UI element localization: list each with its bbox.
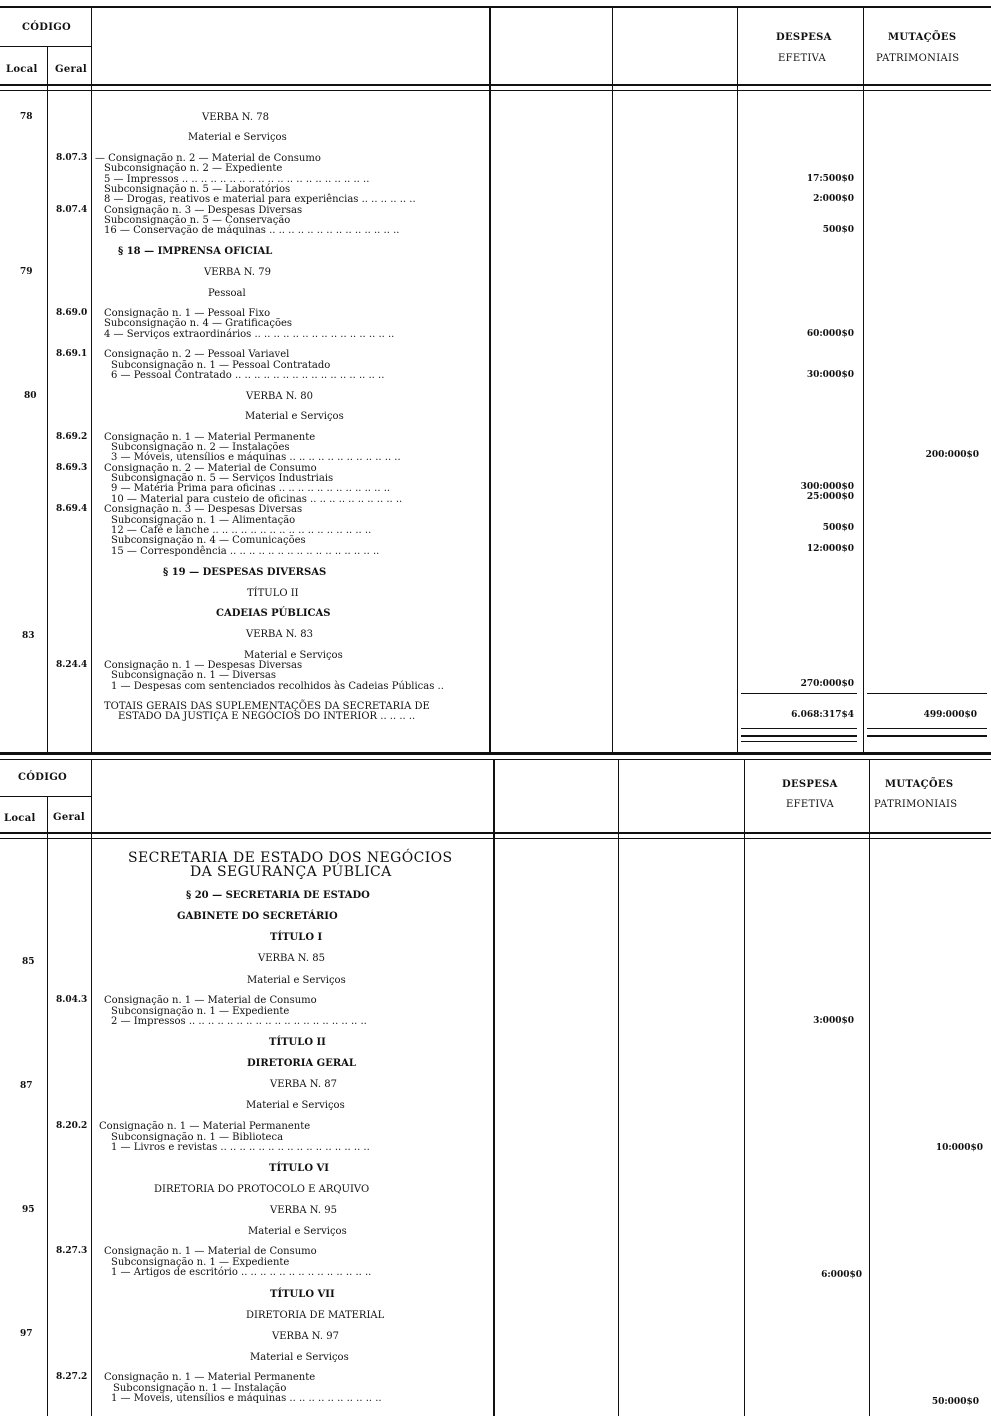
titulo-heading: TÍTULO II: [247, 588, 299, 599]
line: Subconsignação n. 4 — Comunicações: [111, 535, 306, 546]
line: 16 — Conservação de máquinas .. .. .. .. .. .. .. .. .. .. .. .. .. ..: [104, 225, 400, 236]
line: Subconsignação n. 1 — Instalação: [113, 1383, 287, 1394]
secretaria-title: SECRETARIA DE ESTADO DOS NEGÓCIOS: [128, 850, 453, 866]
amount: 25:000$0: [806, 492, 854, 502]
despesa-header: DESPESA: [782, 779, 838, 790]
line: Subconsignação n. 2 — Expediente: [104, 163, 283, 174]
verba-subtitle: Material e Serviços: [244, 650, 343, 661]
verba-title: VERBA N. 83: [246, 629, 313, 640]
line: — Consignação n. 2 — Material de Consumo: [95, 153, 321, 164]
header-bottom-rule: [0, 84, 991, 86]
efetiva-header: EFETIVA: [786, 799, 835, 810]
line: Subconsignação n. 4 — Gratificações: [104, 318, 293, 329]
total-rule: [741, 735, 857, 737]
mutacoes-header: MUTAÇÕES: [888, 32, 957, 43]
geral-code: 8.69.1: [56, 349, 88, 359]
patrimoniais-header: PATRIMONIAIS: [874, 799, 958, 810]
local-code: 95: [22, 1205, 35, 1215]
line: Subconsignação n. 1 — Pessoal Contratado: [111, 360, 331, 371]
local-code: 87: [20, 1081, 33, 1091]
line: Consignação n. 1 — Despesas Diversas: [104, 660, 303, 671]
total-rule: [867, 735, 987, 737]
subtotal-rule: [741, 693, 857, 694]
geral-code: 8.20.2: [56, 1121, 88, 1131]
geral-code: 8.69.2: [56, 432, 88, 442]
verba-title: VERBA N. 95: [270, 1205, 337, 1216]
titulo-heading: TÍTULO II: [269, 1037, 326, 1048]
header-bottom-rule-2: [0, 838, 991, 839]
line: 15 — Correspondência .. .. .. .. .. .. .. .. .. .. .. .. .. .. .. ..: [111, 546, 380, 557]
verba-title: VERBA N. 78: [202, 112, 269, 123]
geral-code: 8.69.3: [56, 463, 88, 473]
amount: 6:000$0: [821, 1270, 862, 1280]
totals-line: ESTADO DA JUSTIÇA E NEGÓCIOS DO INTERIOR .. .. .. ..: [118, 711, 416, 722]
subtotal-rule: [867, 693, 987, 694]
line: 1 — Livros e revistas .. .. .. .. .. .. .. .. .. .. .. .. .. .. .. ..: [111, 1142, 370, 1153]
line: Subconsignação n. 1 — Diversas: [111, 670, 276, 681]
line: Subconsignação n. 5 — Serviços Industriais: [111, 473, 334, 484]
codigo-header: CÓDIGO: [22, 22, 72, 33]
local-geral-divider: [47, 46, 48, 752]
line: 1 — Artigos de escritório .. .. .. .. .. .. .. .. .. .. .. .. .. ..: [111, 1267, 372, 1278]
amount: 30:000$0: [806, 370, 854, 380]
verba-subtitle: Material e Serviços: [245, 411, 344, 422]
total-rule: [867, 728, 987, 729]
local-code: 80: [24, 391, 37, 401]
mutacoes-amount: 10:000$0: [935, 1143, 983, 1153]
verba-subtitle: Material e Serviços: [188, 132, 287, 143]
section-heading: DIRETORIA GERAL: [247, 1058, 356, 1069]
geral-desc-divider: [91, 6, 92, 752]
line: 6 — Pessoal Contratado .. .. .. .. .. .. .. .. .. .. .. .. .. .. .. ..: [111, 370, 385, 381]
desc-col-divider: [493, 759, 495, 1416]
codigo-divider: [0, 796, 92, 797]
local-code: 83: [22, 631, 35, 641]
section-heading: § 18 — IMPRENSA OFICIAL: [118, 246, 273, 257]
codigo-divider: [0, 46, 92, 47]
verba-subtitle: Material e Serviços: [247, 975, 346, 986]
line: Subconsignação n. 1 — Expediente: [111, 1257, 290, 1268]
col-divider-4: [869, 759, 870, 1416]
section-separator: [0, 752, 991, 755]
geral-code: 8.04.3: [56, 995, 88, 1005]
line: Subconsignação n. 5 — Conservação: [104, 215, 291, 226]
line: Subconsignação n. 2 — Instalações: [111, 442, 290, 453]
local-header: Local: [4, 813, 36, 824]
verba-title: VERBA N. 87: [270, 1079, 337, 1090]
verba-subtitle: Pessoal: [208, 288, 246, 299]
amount: 300:000$0: [800, 482, 854, 492]
line: Subconsignação n. 1 — Alimentação: [111, 515, 296, 526]
totals-line: TOTAIS GERAIS DAS SUPLEMENTAÇÕES DA SECRETARIA DE: [104, 701, 430, 712]
line: 2 — Impressos .. .. .. .. .. .. .. .. .. .. .. .. .. .. .. .. .. .. ..: [111, 1016, 367, 1027]
amount: 270:000$0: [800, 679, 854, 689]
line: Subconsignação n. 1 — Expediente: [111, 1006, 290, 1017]
header-bottom-rule-2: [0, 90, 991, 91]
titulo-heading: TÍTULO VI: [269, 1163, 329, 1174]
col-divider-3: [744, 759, 745, 1416]
line: Consignação n. 1 — Material Permanente: [104, 432, 316, 443]
col-divider-3: [737, 6, 738, 752]
line: 1 — Moveis, utensílios e máquinas .. .. .. .. .. .. .. .. .. ..: [111, 1393, 382, 1404]
line: 12 — Café e lanche .. .. .. .. .. .. .. .. .. .. .. .. .. .. .. .. ..: [111, 525, 372, 536]
section-heading: CADEIAS PÚBLICAS: [216, 608, 331, 619]
section-heading: § 19 — DESPESAS DIVERSAS: [163, 567, 327, 578]
desc-col-divider: [489, 6, 491, 752]
line: 1 — Despesas com sentenciados recolhidos às Cadeias Públicas ..: [111, 681, 444, 692]
section-heading: DIRETORIA DE MATERIAL: [246, 1310, 385, 1321]
total-mutacoes: 499:000$0: [923, 710, 977, 720]
patrimoniais-header: PATRIMONIAIS: [876, 53, 960, 64]
verba-subtitle: Material e Serviços: [250, 1352, 349, 1363]
geral-code: 8.07.4: [56, 205, 88, 215]
line: Consignação n. 1 — Pessoal Fixo: [104, 308, 271, 319]
amount: 500$0: [822, 225, 854, 235]
section-heading: § 20 — SECRETARIA DE ESTADO: [186, 890, 370, 901]
line: 9 — Matéria Prima para oficinas .. .. .. .. .. .. .. .. .. .. .. ..: [111, 483, 391, 494]
geral-header: Geral: [55, 64, 87, 75]
geral-code: 8.69.0: [56, 308, 88, 318]
local-code: 79: [20, 267, 33, 277]
col-divider-2: [612, 6, 613, 752]
line: Consignação n. 3 — Despesas Diversas: [104, 504, 303, 515]
col-divider-4: [863, 6, 864, 752]
local-code: 85: [22, 957, 35, 967]
amount: 60:000$0: [806, 329, 854, 339]
local-code: 97: [20, 1329, 33, 1339]
verba-title: VERBA N. 97: [272, 1331, 339, 1342]
verba-title: VERBA N. 79: [204, 267, 271, 278]
line: Consignação n. 1 — Material de Consumo: [104, 1246, 317, 1257]
local-geral-divider: [47, 796, 48, 1416]
despesa-header: DESPESA: [776, 32, 832, 43]
col-divider-2: [618, 759, 619, 1416]
efetiva-header: EFETIVA: [778, 53, 827, 64]
amount: 12:000$0: [806, 544, 854, 554]
mutacoes-amount: 200:000$0: [925, 450, 979, 460]
geral-code: 8.24.4: [56, 660, 88, 670]
line: Consignação n. 1 — Material Permanente: [99, 1121, 311, 1132]
amount: 2:000$0: [813, 194, 854, 204]
line: Consignação n. 3 — Despesas Diversas: [104, 205, 303, 216]
amount: 500$0: [822, 523, 854, 533]
top-border: [0, 6, 991, 8]
line: 3 — Móveis, utensílios e máquinas .. .. .. .. .. .. .. .. .. .. .. ..: [111, 452, 401, 463]
verba-subtitle: Material e Serviços: [248, 1226, 347, 1237]
mutacoes-header: MUTAÇÕES: [885, 779, 954, 790]
local-code: 78: [20, 112, 33, 122]
line: 4 — Serviços extraordinários .. .. .. .. .. .. .. .. .. .. .. .. .. .. ..: [104, 329, 395, 340]
section-heading: DIRETORIA DO PROTOCOLO E ARQUIVO: [154, 1184, 370, 1195]
codigo-header: CÓDIGO: [18, 772, 68, 783]
header-bottom-rule: [0, 832, 991, 834]
secretaria-title: DA SEGURANÇA PÚBLICA: [190, 864, 392, 880]
verba-subtitle: Material e Serviços: [246, 1100, 345, 1111]
geral-code: 8.27.2: [56, 1372, 88, 1382]
line: 5 — Impressos .. .. .. .. .. .. .. .. .. .. .. .. .. .. .. .. .. .. .. ..: [104, 174, 370, 185]
section-separator-2: [0, 759, 991, 760]
geral-header: Geral: [53, 812, 85, 823]
line: Consignação n. 2 — Pessoal Variavel: [104, 349, 290, 360]
total-rule: [741, 728, 857, 729]
line: Subconsignação n. 1 — Biblioteca: [111, 1132, 284, 1143]
amount: 3:000$0: [813, 1016, 854, 1026]
amount: 17:500$0: [806, 174, 854, 184]
line: 8 — Drogas, reativos e material para experiências .. .. .. .. .. ..: [104, 194, 416, 205]
mutacoes-amount: 50:000$0: [931, 1397, 979, 1407]
section-heading: GABINETE DO SECRETÁRIO: [177, 911, 338, 922]
total-despesa: 6.068:317$4: [791, 710, 854, 720]
line: Subconsignação n. 5 — Laboratórios: [104, 184, 291, 195]
line: Consignação n. 1 — Material de Consumo: [104, 995, 317, 1006]
verba-title: VERBA N. 80: [246, 391, 313, 402]
geral-desc-divider: [91, 759, 92, 1416]
titulo-heading: TÍTULO I: [270, 932, 323, 943]
verba-title: VERBA N. 85: [258, 953, 325, 964]
geral-code: 8.69.4: [56, 504, 88, 514]
titulo-heading: TÍTULO VII: [270, 1289, 335, 1300]
geral-code: 8.27.3: [56, 1246, 88, 1256]
geral-code: 8.07.3: [56, 153, 88, 163]
line: Consignação n. 2 — Material de Consumo: [104, 463, 317, 474]
line: Consignação n. 1 — Material Permanente: [104, 1372, 316, 1383]
local-header: Local: [6, 64, 38, 75]
line: 10 — Material para custeio de oficinas .. .. .. .. .. .. .. .. .. ..: [111, 494, 403, 505]
total-rule: [741, 741, 857, 742]
